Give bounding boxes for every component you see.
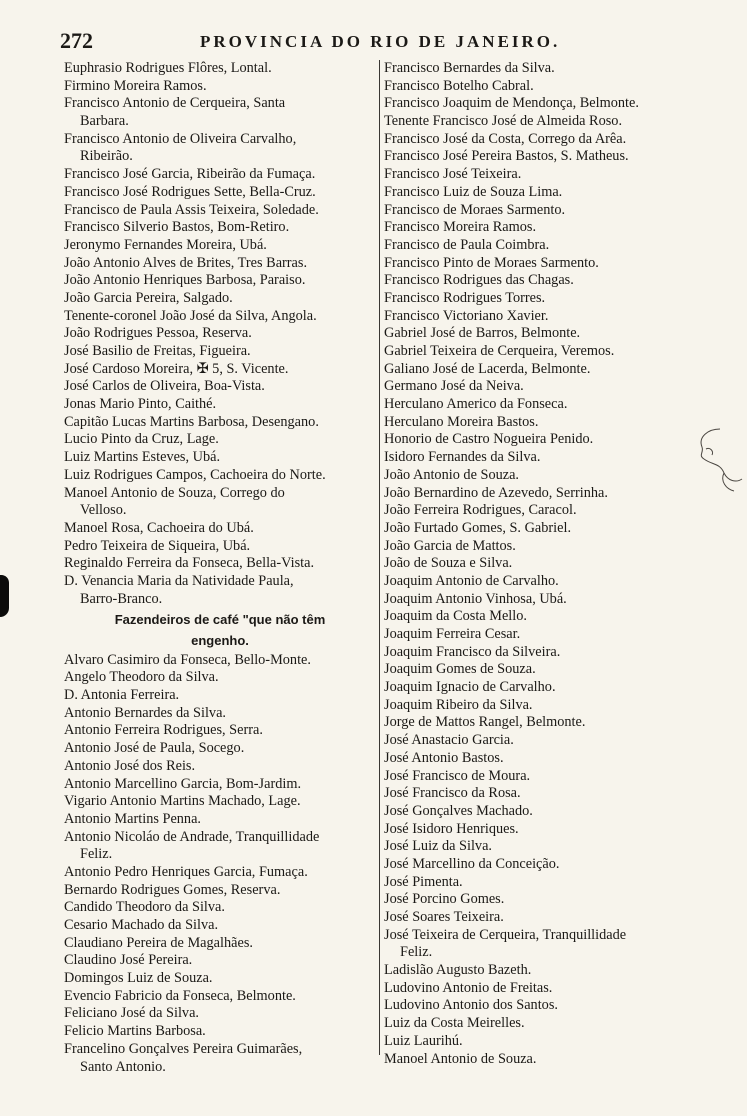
list-entry: Alvaro Casimiro da Fonseca, Bello-Monte. — [64, 651, 311, 668]
list-entry: Francisco José Pereira Bastos, S. Matheus. — [384, 148, 629, 165]
list-entry: Feliz. — [80, 846, 113, 863]
list-entry: Luiz Martins Esteves, Ubá. — [64, 449, 221, 466]
list-entry: José Pimenta. — [384, 873, 463, 890]
list-entry: José Luiz da Silva. — [384, 838, 493, 855]
list-entry: Manoel Antonio de Souza, Corrego do — [64, 484, 285, 501]
list-entry: D. Venancia Maria da Natividade Paula, — [64, 572, 294, 589]
list-entry: Francisco Silverio Bastos, Bom-Retiro. — [64, 219, 290, 236]
list-entry: Joaquim Gomes de Souza. — [384, 661, 536, 678]
list-entry: Germano José da Neiva. — [384, 378, 524, 395]
ink-stain — [0, 575, 9, 617]
list-entry: Feliciano José da Silva. — [64, 1005, 200, 1022]
list-entry: Euphrasio Rodrigues Flôres, Lontal. — [64, 60, 272, 76]
list-entry: Galiano José de Lacerda, Belmonte. — [384, 360, 591, 377]
list-entry: José Marcellino da Conceição. — [384, 855, 560, 872]
page-header — [60, 28, 710, 56]
list-entry: Velloso. — [80, 502, 127, 519]
list-entry: José Francisco de Moura. — [384, 767, 531, 784]
list-entry: Tenente-coronel João José da Silva, Angola. — [64, 307, 317, 324]
list-entry: Gabriel José de Barros, Belmonte. — [384, 325, 581, 342]
list-entry: Antonio Ferreira Rodrigues, Serra. — [64, 722, 263, 739]
list-entry: Francisco Luiz de Souza Lima. — [384, 183, 563, 200]
list-entry: José Isidoro Henriques. — [384, 820, 519, 837]
list-entry: Angelo Theodoro da Silva. — [64, 669, 219, 686]
list-entry: Jeronymo Fernandes Moreira, Ubá. — [64, 236, 267, 253]
list-entry: Francisco de Paula Assis Teixeira, Soledade. — [64, 201, 319, 218]
list-entry: Vigario Antonio Martins Machado, Lage. — [64, 793, 301, 810]
list-entry: Francelino Gonçalves Pereira Guimarães, — [64, 1040, 303, 1057]
list-entry: Ladislão Augusto Bazeth. — [384, 962, 532, 979]
list-entry: José Soares Teixeira. — [384, 909, 504, 925]
list-entry: Cesario Machado da Silva. — [64, 917, 219, 934]
list-entry: João Antonio Henriques Barbosa, Paraiso. — [64, 272, 306, 289]
list-entry: Antonio José dos Reis. — [64, 757, 196, 774]
list-entry: Francisco Victoriano Xavier. — [384, 307, 549, 324]
list-entry: Herculano Moreira Bastos. — [384, 413, 539, 430]
list-entry: Antonio Bernardes da Silva. — [64, 704, 226, 721]
list-entry: Antonio Marcellino Garcia, Bom-Jardim. — [64, 775, 302, 792]
list-entry: Gabriel Teixeira de Cerqueira, Veremos. — [384, 343, 615, 359]
list-entry: Herculano Americo da Fonseca. — [384, 396, 568, 413]
list-entry: Capitão Lucas Martins Barbosa, Desengano. — [64, 413, 319, 430]
left-column-list-top — [64, 60, 376, 608]
list-entry: Antonio José de Paula, Socego. — [64, 740, 245, 757]
list-entry: Joaquim Antonio de Carvalho. — [384, 572, 559, 589]
margin-pencil-mark — [690, 425, 747, 495]
list-entry: Barbara. — [80, 113, 129, 130]
list-entry: João de Souza e Silva. — [384, 555, 513, 572]
list-entry: Francisco Joaquim de Mendonça, Belmonte. — [384, 95, 639, 112]
list-entry: Francisco José Garcia, Ribeirão da Fumaça. — [64, 166, 316, 183]
list-entry: Antonio Pedro Henriques Garcia, Fumaça. — [64, 863, 308, 880]
list-entry: Francisco José Rodrigues Sette, Bella-Cruz. — [64, 183, 316, 200]
list-entry: José Anastacio Garcia. — [384, 732, 514, 749]
list-entry: Reginaldo Ferreira da Fonseca, Bella-Vista. — [64, 555, 315, 572]
list-entry: Francisco Botelho Cabral. — [384, 77, 534, 94]
list-entry: José Basilio de Freitas, Figueira. — [64, 343, 251, 359]
list-entry: Joaquim da Costa Mello. — [384, 608, 527, 625]
page-number: 272 — [60, 28, 93, 53]
list-entry: Evencio Fabricio da Fonseca, Belmonte. — [64, 987, 296, 1004]
list-entry: Francisco José da Costa, Corrego da Arêa. — [384, 130, 627, 147]
list-entry: Luiz Laurihú. — [384, 1032, 463, 1049]
list-entry: Francisco José Teixeira. — [384, 166, 522, 183]
list-entry: Joaquim Ribeiro da Silva. — [384, 696, 533, 713]
list-entry: João Ferreira Rodrigues, Caracol. — [384, 502, 577, 519]
right-column-list — [384, 60, 704, 1068]
list-entry: Honorio de Castro Nogueira Penido. — [384, 431, 594, 448]
list-entry: João Antonio de Souza. — [384, 466, 520, 483]
list-entry: Bernardo Rodrigues Gomes, Reserva. — [64, 881, 281, 898]
list-entry: Francisco de Paula Coimbra. — [384, 236, 550, 253]
list-entry: José Gonçalves Machado. — [384, 802, 533, 819]
list-entry: Manoel Rosa, Cachoeira do Ubá. — [64, 519, 254, 536]
list-entry: Tenente Francisco José de Almeida Roso. — [384, 113, 623, 130]
list-entry: Luiz da Costa Meirelles. — [384, 1015, 525, 1032]
list-entry: Francisco Rodrigues Torres. — [384, 289, 546, 306]
list-entry: Candido Theodoro da Silva. — [64, 899, 225, 916]
list-entry: José Porcino Gomes. — [384, 891, 505, 908]
list-entry: Lucio Pinto da Cruz, Lage. — [64, 431, 219, 448]
list-entry: José Cardoso Moreira, ✠ 5, S. Vicente. — [64, 360, 289, 377]
list-entry: José Teixeira de Cerqueira, Tranquillidade — [384, 926, 627, 943]
list-entry: Antonio Martins Penna. — [64, 810, 202, 827]
list-entry: Francisco Antonio de Oliveira Carvalho, — [64, 130, 297, 147]
list-entry: João Furtado Gomes, S. Gabriel. — [384, 519, 572, 536]
list-entry: José Antonio Bastos. — [384, 749, 504, 766]
list-entry: Jonas Mario Pinto, Caithé. — [64, 396, 217, 413]
list-entry: Claudino José Pereira. — [64, 952, 193, 969]
list-entry: Ribeirão. — [80, 148, 133, 165]
list-entry: Claudiano Pereira de Magalhães. — [64, 934, 253, 951]
list-entry: Francisco Bernardes da Silva. — [384, 60, 555, 76]
list-entry: Ludovino Antonio de Freitas. — [384, 979, 553, 996]
list-entry: Joaquim Francisco da Silveira. — [384, 643, 561, 660]
list-entry: Francisco Pinto de Moraes Sarmento. — [384, 254, 599, 271]
list-entry: Domingos Luiz de Souza. — [64, 970, 213, 987]
list-entry: João Garcia de Mattos. — [384, 537, 516, 554]
list-entry: Pedro Teixeira de Siqueira, Ubá. — [64, 537, 251, 554]
list-entry: Felicio Martins Barbosa. — [64, 1023, 206, 1040]
list-entry: Francisco Antonio de Cerqueira, Santa — [64, 95, 286, 112]
list-entry: Francisco Moreira Ramos. — [384, 219, 537, 236]
list-entry: Ludovino Antonio dos Santos. — [384, 997, 558, 1014]
list-entry: Antonio Nicoláo de Andrade, Tranquillidade — [64, 828, 320, 845]
list-entry: João Antonio Alves de Brites, Tres Barras. — [64, 254, 308, 271]
list-entry: João Garcia Pereira, Salgado. — [64, 289, 233, 306]
list-entry: Joaquim Ferreira Cesar. — [384, 626, 521, 642]
list-entry: Luiz Rodrigues Campos, Cachoeira do Norte. — [64, 466, 326, 483]
list-entry: Santo Antonio. — [80, 1058, 166, 1075]
list-entry: Joaquim Ignacio de Carvalho. — [384, 679, 556, 696]
list-entry: D. Antonia Ferreira. — [64, 687, 180, 704]
right-column — [384, 60, 704, 1068]
list-entry: Jorge de Mattos Rangel, Belmonte. — [384, 714, 586, 731]
list-entry: José Carlos de Oliveira, Boa-Vista. — [64, 378, 265, 395]
page-title: PROVINCIA DO RIO DE JANEIRO. — [200, 32, 561, 51]
list-entry: Firmino Moreira Ramos. — [64, 77, 207, 94]
left-column-list-bottom — [64, 652, 376, 1077]
list-entry: Joaquim Antonio Vinhosa, Ubá. — [384, 590, 567, 607]
left-column — [64, 60, 376, 1076]
section-heading: Fazendeiros de café "que não têm — [114, 612, 326, 628]
section-heading-continued: engenho. — [191, 633, 249, 649]
list-entry: Manoel Antonio de Souza. — [384, 1050, 537, 1067]
list-entry: João Bernardino de Azevedo, Serrinha. — [384, 484, 608, 501]
list-entry: Isidoro Fernandes da Silva. — [384, 449, 541, 466]
list-entry: Francisco Rodrigues das Chagas. — [384, 272, 574, 289]
list-entry: José Francisco da Rosa. — [384, 785, 521, 802]
list-entry: Barro-Branco. — [80, 590, 163, 607]
list-entry: João Rodrigues Pessoa, Reserva. — [64, 325, 252, 342]
list-entry: Francisco de Moraes Sarmento. — [384, 201, 566, 218]
column-divider — [379, 60, 380, 1055]
list-entry: Feliz. — [400, 944, 433, 961]
